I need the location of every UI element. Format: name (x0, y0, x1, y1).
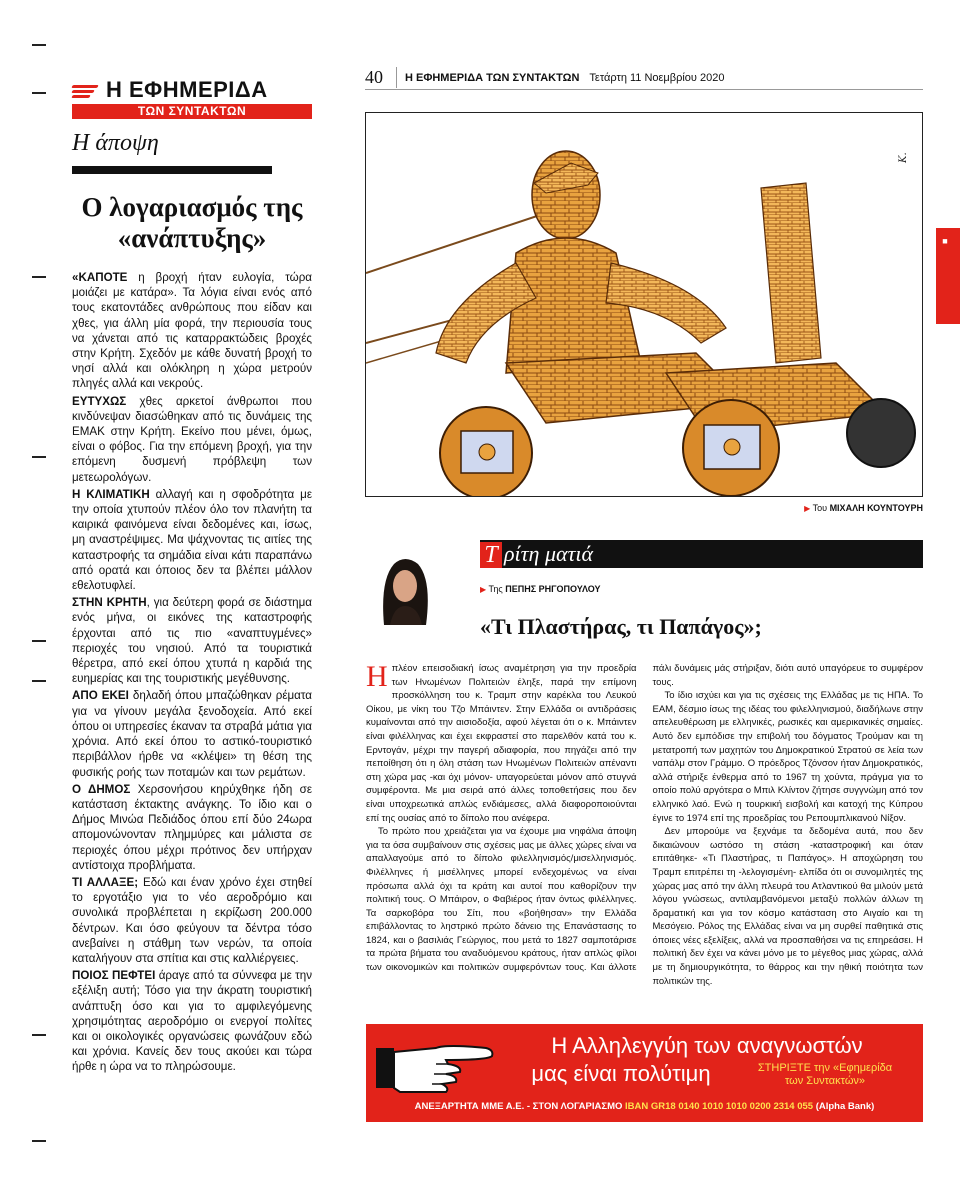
scan-mark (32, 640, 46, 642)
masthead-title: Η ΕΦΗΜΕΡΙΔΑ (106, 77, 268, 102)
page-paper-name: Η ΕΦΗΜΕΡΙΔΑ ΤΩΝ ΣΥΝΤΑΚΤΩΝ (405, 71, 580, 84)
paragraph-lead: ΠΟΙΟΣ ΠΕΦΤΕΙ (72, 969, 156, 983)
credit-name: ΜΙΧΑΛΗ ΚΟΥΝΤΟΥΡΗ (829, 503, 923, 513)
article-paragraph (366, 662, 637, 825)
cartoon-illustration (365, 112, 923, 497)
cartoon-drawing (366, 113, 922, 496)
masthead-subtitle: ΤΩΝ ΣΥΝΤΑΚΤΩΝ (72, 104, 312, 119)
editorial-title: Ο λογαριασμός της «ανάπτυξης» (81, 192, 303, 253)
pointing-hand-icon (376, 1034, 496, 1098)
ad-bank-name: (Alpha Bank) (815, 1101, 875, 1112)
masthead-logo (72, 78, 312, 102)
ad-support-text (740, 1062, 910, 1088)
ad-support-line1: ΣΤΗΡΙΞΤΕ την «Εφημερίδα (757, 1062, 893, 1074)
scan-mark (32, 1034, 46, 1036)
editorial-paragraph (72, 487, 312, 593)
swoosh-icon (72, 83, 102, 97)
ad-title-line2: μας είναι πολύτιμη (531, 1061, 711, 1086)
editorial-paragraph (72, 968, 312, 1074)
svg-text:K.: K. (898, 152, 909, 163)
paragraph-text: Εδώ και έναν χρόνο έχει στηθεί το εργοτάξιο για το νέο αεροδρόμιο και συνολικά προβλέπεται η εκρίζωση 200.000 δέντρων. Και όσο φεύγουν τα δέντρα τόσο ανεβαίνει η στάθμη των νερών, τα οποία καταλήγουν στα σπίτια και στις καλλιέργειες. (72, 875, 312, 965)
scan-mark (32, 92, 46, 94)
credit-prefix: Του (812, 503, 828, 513)
scan-mark (32, 276, 46, 278)
editorial-paragraph (72, 875, 312, 966)
paragraph-text: άραγε από τα σύννεφα με την εξέλιξη αυτή; Τόσο για την άκρατη τουριστική ανάπτυξη όσο και για το αμφιλεγόμενης χρησιμότητας αεροδρόμιο οι ενεργοί πολίτες και οι οικολογικές οργανώσεις φωνάζουν εδώ και χρόνια. Κανείς δεν τους ακούει και τώρα ήρθε η ώρα να το πληρώσουμε. (72, 969, 313, 1074)
article-title: «Τι Πλαστήρας, τι Παπάγος»; (480, 614, 762, 639)
side-tab-mark: ■ (940, 236, 950, 246)
ad-bank-info (366, 1101, 923, 1112)
scan-mark (32, 44, 46, 46)
author-portrait (374, 550, 436, 625)
cartoon-credit (748, 503, 923, 513)
side-section-tab (936, 228, 960, 324)
paragraph-text: αλλαγή και η σφοδρότητα με την οποία χτυπούν πλέον όλο τον πλανήτη τα καιρικά φαινόμενα είναι δεδομένες και, ίσως, μη αναστρέψιμες. Μα ψάχνοντας τις αιτίες της καταστροφής τα σημάδια είναι κάτι παραπάνω από ορατά και όποιος δεν τα βλέπει μάλλον εθελοτυφλεί. (72, 487, 312, 593)
column-initial: Τ (480, 542, 502, 568)
editorial-paragraph (72, 595, 312, 686)
paragraph-text: η βροχή ήταν ευλογία, τώρα μοιάζει με κατάρα». Τα λόγια είναι ενός από τους εκατοντάδες ανθρώπους που είδαν και χθες, για άλλη μία φορά, την περιουσία τους να χάνεται από τις καταρρακτώδεις βροχές στην Κρήτη. Σχεδόν με κάθε δυνατή βροχή το νησί αλλά και ολόκληρη η χώρα μετρούν πληγές αλλά και νεκρούς. (72, 271, 312, 391)
page-header (365, 66, 923, 90)
byline-name: ΠΕΠΗΣ ΡΗΓΟΠΟΥΛΟΥ (505, 584, 601, 594)
paragraph-text: δηλαδή όπου μπαζώθηκαν ρέματα για να γίνουν μεγάλα ξενοδοχεία. Από εκεί όπου οι υπηρεσίες έκαναν τα στραβά μάτια για χρόνια. Από εκεί όπου το αστικό-τουριστικό περιβάλλον ήρθε να «κλέψει» τη θέση της φυσικής ροής των ποταμών και των ρεμάτων. (72, 689, 313, 779)
triangle-icon: ▶ (480, 585, 487, 594)
scan-mark (32, 680, 46, 682)
page-number: 40 (365, 67, 397, 88)
article-body (366, 662, 923, 992)
paragraph-lead: ΑΠΟ ΕΚΕΙ (72, 689, 129, 703)
article-paragraph: Το πρώτο που χρειάζεται για να έχουμε μια νηφάλια άποψη για τα όσα συμβαίνουν στις σχέσεις μας με άλλες χώρες είναι να απαλλαγούμε από το δίπολο φιλελληνισμός/μισελληνισμός. Φιλέλληνες ή μισέλληνες μπορεί ενδεχομένως να είναι πρόσωπα αλλά όχι τα κράτη και αυτοί που καθορίζουν την πολιτική τους. Ο Μπάιρον, ο Φαβιέρος ήταν όντως φιλέλληνες. Τα σαρκοβόρα του Σίτι, που «βοήθησαν» την Ελλάδα επιβάλλοντας το ληστρικό πρώτο δάνειο της Επανάστασης το 1824, και ο βασιλιάς Γεώργιος, που μετά το 1827 σαμποτάρισε τα πρώτα βήματα του αναδυόμενου κράτους, ήταν απλώς φίλοι των οικονομικών και πολιτικών συμφερόντων τους. Και άλλοτε πάλι δυνάμεις μάς στήριξαν, διότι αυτό υπαγόρευε το συμφέρον τους. (366, 663, 923, 974)
section-label: Η άποψη (72, 130, 159, 156)
paragraph-lead: «ΚΑΠΟΤΕ (72, 271, 128, 284)
paragraph-lead: ΤΙ ΑΛΛΑΞΕ; (72, 875, 139, 889)
ad-iban: IBAN GR18 0140 1010 1010 0200 2314 055 (625, 1101, 814, 1112)
scan-mark (32, 456, 46, 458)
paragraph-text: Χερσονήσου κηρύχθηκε ήδη σε κατάσταση έκτακτης ανάγκης. Το ίδιο και ο Δήμος Μινώα Πεδιάδος όπου επί δύο 24ωρα απομονώνονταν πλημμύρες και μάλιστα σε περιοχές όπου μέχρι πρότινος δεν υπήρχαν αντίστοιχα προβλήματα. (72, 782, 312, 872)
page-date: Τετάρτη 11 Νοεμβρίου 2020 (589, 71, 725, 84)
paragraph-text: χθες αρκετοί άνθρωποι που κινδύνεψαν διασώθηκαν από τις δυνάμεις της ΕΜΑΚ στην Κρήτη. Εκείνο που μένει, όμως, είναι ο φόβος. Για την επόμενη βροχή, για την επόμενη δυσμενή πρόβλεψη των μετεωρολόγων. (72, 394, 312, 484)
byline-prefix: Της (488, 584, 503, 594)
editorial-paragraph (72, 270, 312, 392)
drop-cap: Η (366, 660, 388, 693)
column-name: ρίτη ματιά (504, 541, 594, 566)
masthead (72, 78, 312, 119)
paragraph-lead: Ο ΔΗΜΟΣ (72, 782, 131, 796)
editorial-body (72, 270, 312, 1077)
byline (480, 584, 600, 594)
editorial-paragraph (72, 394, 312, 485)
triangle-icon: ▶ (804, 504, 811, 513)
article-paragraph: Δεν μπορούμε να ξεχνάμε τα δεδομένα αυτά, που δεν δικαιώνουν ωστόσο τη στάση -καταστροφική και όταν επιτάθηκε- «Τι Πλαστήρας, τι Παπάγος». Η αποχώρηση του Τραμπ επιτρέπει τη -λελογισμένη- ελπίδα ότι οι συνομιλητές της χώρας μας από την άλλη πλευρά του Ατλαντικού θα μιλούν μετά λόγου γνώσεως, αντιλαμβανόμενοι μεταξύ πολλών άλλων τη δραματική και για τον κόσμο κατάσταση στο Αιγαίο και τη Μεσόγειο. Ρόλος της Ελλάδας είναι να μη συρθεί παθητικά στις όποιες νέες εξελίξεις, αλλά να προσπαθήσει να τις επηρεάσει. Η πολιτική δεν έχει να κάνει μόνο με το μέγεθος μιας χώρας, αλλά με τη δημιουργικότητα, το θάρρος και την ηθική ποιότητα των πολιτικών της. (652, 826, 923, 987)
paragraph-text: πλέον επεισοδιακή ίσως αναμέτρηση για την προεδρία των Ηνωμένων Πολιτειών έληξε, παρά την επίμονη προσκόλληση του κ. Τραμπ στην καρέκλα του Λευκού Οίκου, με νίκη του Τζο Μπάιντεν. Στην Ελλάδα οι αντιδράσεις κυμαίνονται από την αισιοδοξία, αφού λέγεται ότι ο κ. Μπάιντεν είναι φιλέλληνας και έχει εκφραστεί στο παρελθόν κατά του κ. Ερντογάν, μέχρι την παγερή αδιαφορία, που πηγάζει από την πεποίθηση ότι η όλη στάση των Ηνωμένων Πολιτειών απέναντι στη χώρα μας -και όχι μόνον- υπαγορεύεται μόνον από στυγνά συμφέροντα. Με μια σειρά από άλλες τοποθετήσεις που δεν είναι υποχρεωτικά απλώς ενδιάμεσες, αλλά διαφοροποιούνται επί της ουσίας από το δίπολο που ανέφερα. (366, 663, 637, 824)
solidarity-ad-banner (366, 1024, 923, 1122)
article-paragraph: Το ίδιο ισχύει και για τις σχέσεις της Ελλάδας με τις ΗΠΑ. Το ΕΑΜ, δέσμιο ίσως της ιδέας του φιλελληνισμού, διαδήλωνε στην απελευθέρωση με ελληνικές, ρωσικές και αμερικανικές σημαίες. Αυτό δεν εμπόδισε την επιβολή του δόγματος Τρούμαν και τη μετατροπή των μαχητών του Δημοκρατικού Στρατού σε λεία των ναπάλμ στον Γράμμο. Ο πρόεδρος Τζόνσον ήταν Δημοκρατικός, αλλά στήριξε ένθερμα από το 1967 τη χούντα, πράγμα για το οποίο πολύ αργότερα ο Μπιλ Κλίντον ζήτησε συγγνώμη από τον ελληνικό λαό. Ενώ η τουρκική εισβολή και κατοχή της Κύπρου έγινε το 1974 επί της προεδρίας του Ρεπουμπλικανού Νίξον. (652, 690, 923, 824)
ad-title-line1: Η Αλληλεγγύη των αναγνωστών (551, 1033, 863, 1058)
editorial-paragraph (72, 688, 312, 779)
scan-mark (32, 1140, 46, 1142)
portrait-image (374, 550, 436, 625)
paragraph-lead: ΕΥΤΥΧΩΣ (72, 394, 127, 408)
paragraph-text: , για δεύτερη φορά σε διάστημα ενός μήνα, οι εικόνες της καταστροφής έρχονται από τις πιο «αναπτυγμένες» περιοχές του νησιού. Από τα τουριστικά θέρετρα, από εκεί όπου χτυπά η καρδιά της ευημερίας και της τουριστικής μεγέθυνσης. (72, 596, 312, 686)
editorial-paragraph (72, 782, 312, 873)
section-divider (72, 166, 272, 174)
paragraph-lead: Η ΚΛΙΜΑΤΙΚΗ (72, 487, 150, 501)
ad-support-line2: των Συντακτών» (784, 1075, 866, 1087)
ad-bank-text: ΑΝΕΞΑΡΤΗΤΑ ΜΜΕ Α.Ε. - ΣΤΟΝ ΛΟΓΑΡΙΑΣΜΟ (414, 1101, 623, 1112)
paragraph-lead: ΣΤΗΝ ΚΡΗΤΗ (72, 596, 147, 610)
